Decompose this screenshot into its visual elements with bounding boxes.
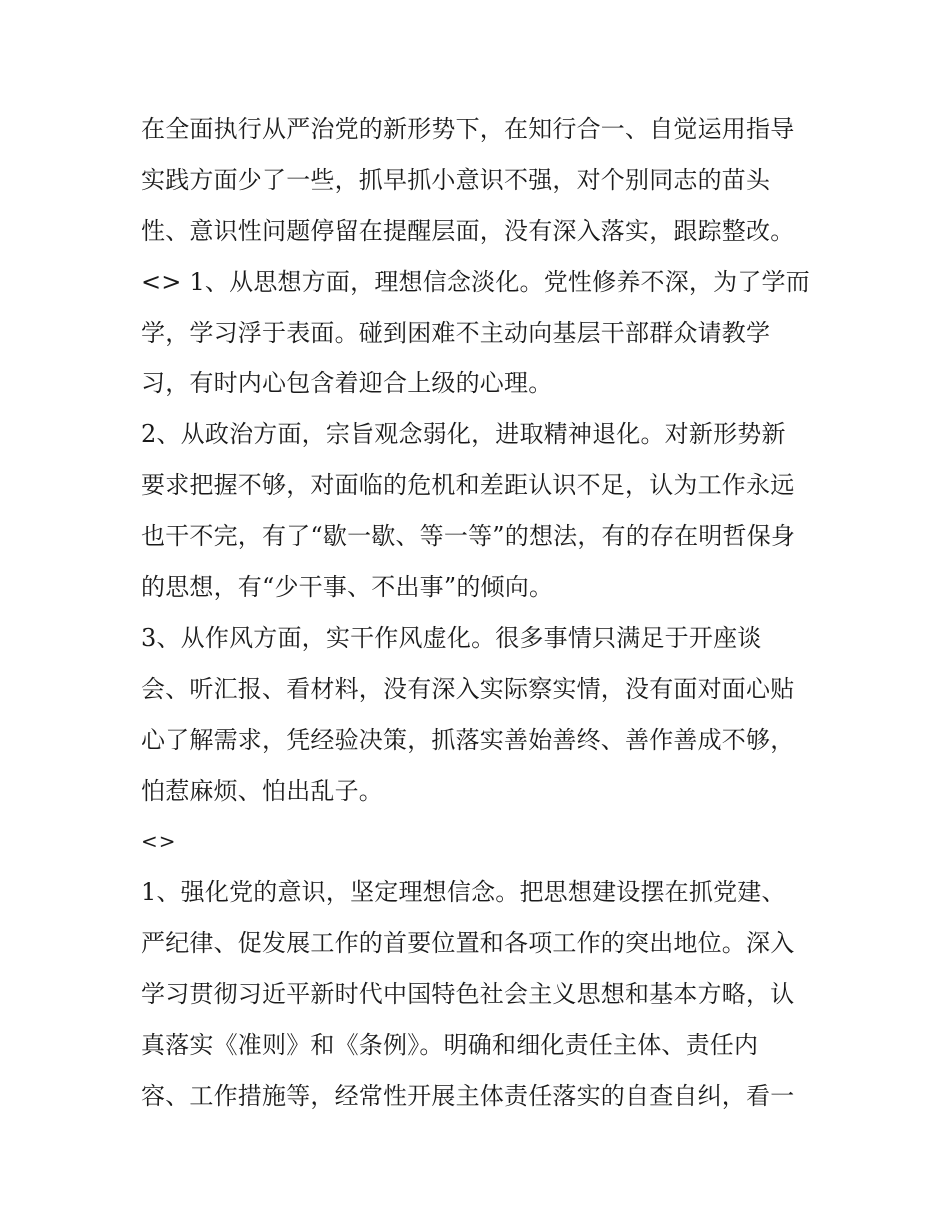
- text-line: 习，有时内心包含着迎合上级的心理。: [141, 369, 553, 398]
- text-line: 性、意识性问题停留在提醒层面，没有深入落实，跟踪整改。: [141, 216, 795, 245]
- section-marker: <>: [141, 829, 177, 854]
- text-line: 学习贯彻习近平新时代中国特色社会主义思想和基本方略，认: [141, 980, 795, 1009]
- text-line: 在全面执行从严治党的新形势下，在知行合一、自觉运用指导: [141, 115, 795, 143]
- text-line: 要求把握不够，对面临的危机和差距认识不足，认为工作永远: [141, 471, 795, 500]
- text-line: 也干不完，有了“歇一歇、等一等”的想法，有的存在明哲保身: [141, 522, 796, 551]
- text-line: 学，学习浮于表面。碰到困难不主动向基层干部群众请教学: [141, 318, 771, 347]
- text-line: 真落实《准则》和《条例》。明确和细化责任主体、责任内: [141, 1031, 759, 1060]
- text-line: 怕惹麻烦、怕出乱子。: [141, 776, 383, 805]
- text-line: 实践方面少了一些，抓早抓小意识不强，对个别同志的苗头: [141, 165, 771, 194]
- text-line: 容、工作措施等，经常性开展主体责任落实的自查自纠，看一: [141, 1081, 795, 1110]
- text-line: <> 1、从思想方面，理想信念淡化。党性修养不深，为了学而: [141, 267, 810, 296]
- text-line: 会、听汇报、看材料，没有深入实际察实情，没有面对面心贴: [141, 674, 795, 703]
- text-line: 的思想，有“少干事、不出事”的倾向。: [141, 573, 554, 602]
- text-line: 1、强化党的意识，坚定理想信念。把思想建设摆在抓党建、: [141, 878, 786, 907]
- document-body: [141, 104, 821, 1122]
- text-line: 2、从政治方面，宗旨观念弱化，进取精神退化。对新形势新: [141, 420, 786, 449]
- text-line: 心了解需求，凭经验决策，抓落实善始善终、善作善成不够，: [141, 725, 795, 754]
- text-line: 严纪律、促发展工作的首要位置和各项工作的突出地位。深入: [141, 929, 795, 958]
- text-line: 3、从作风方面，实干作风虚化。很多事情只满足于开座谈: [141, 623, 762, 652]
